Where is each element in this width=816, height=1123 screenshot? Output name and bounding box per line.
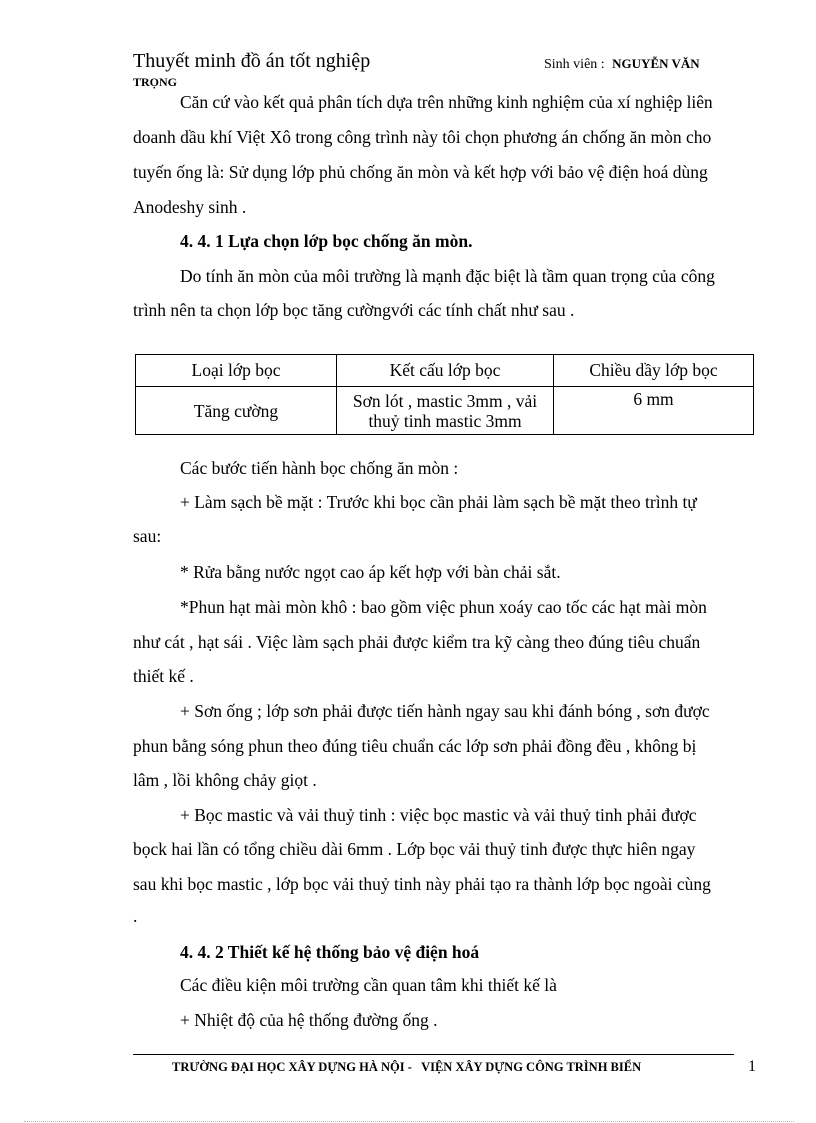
coating-thickness-cell: 6 mm — [554, 387, 754, 435]
mastic-line-1: + Bọc mastic và vải thuỷ tinh : việc bọc mastic và vải thuỷ tinh phải được — [180, 805, 697, 825]
table-header-cell: Kết cấu lớp bọc — [337, 355, 554, 387]
section-heading-4-4-2: 4. 4. 2 Thiết kế hệ thống bảo vệ điện hoá — [180, 942, 480, 962]
student-label: Sinh viên : — [544, 57, 605, 72]
intro-line-3: tuyến ống là: Sử dụng lớp phủ chống ăn mòn và kết hợp với bảo vệ điện hoá dùng — [133, 162, 708, 182]
intro-line-1: Căn cứ vào kết quả phân tích dựa trên những kinh nghiệm của xí nghiệp liên — [180, 92, 713, 112]
page-edge — [24, 1121, 794, 1122]
intro-line-2: doanh dầu khí Việt Xô trong công trình này tôi chọn phương án chống ăn mòn cho — [133, 127, 712, 147]
table-header-cell: Chiều dầy lớp bọc — [554, 355, 754, 387]
intro-line-4: Anodeshy sinh . — [133, 197, 247, 217]
clean-line-1: + Làm sạch bề mặt : Trước khi bọc cần phải làm sạch bề mặt theo trình tự — [180, 492, 697, 512]
structure-line-2: thuỷ tinh mastic 3mm — [368, 410, 522, 431]
steps-intro: Các bước tiến hành bọc chống ăn mòn : — [180, 458, 459, 478]
paint-line-3: lâm , lồi không chảy giọt . — [133, 770, 317, 790]
blast-line-3: thiết kế . — [133, 666, 194, 686]
section2-item-1: + Nhiệt độ của hệ thống đường ống . — [180, 1010, 438, 1030]
student-name-continued: TRỌNG — [133, 75, 178, 89]
blast-line-2: như cát , hạt sái . Việc làm sạch phải được kiểm tra kỹ càng theo đúng tiêu chuẩn — [133, 632, 701, 652]
document-title: Thuyết minh đồ án tốt nghiệp — [133, 50, 371, 72]
table-header-cell: Loại lớp bọc — [136, 355, 337, 387]
mastic-line-2: bọck hai lần có tổng chiều dài 6mm . Lớp bọc vải thuỷ tinh được thực hiên ngay — [133, 839, 696, 859]
paint-line-2: phun bằng sóng phun theo đúng tiêu chuẩn các lớp sơn phải đồng đều , không bị — [133, 736, 697, 756]
coating-type-cell: Tăng cường — [136, 387, 337, 435]
student-info — [544, 56, 700, 73]
clean-line-2: sau: — [133, 526, 162, 546]
paint-line-1: + Sơn ống ; lớp sơn phải được tiến hành ngay sau khi đánh bóng , sơn được — [180, 701, 710, 721]
section2-text: Các điều kiện môi trường cần quan tâm khi thiết kế là — [180, 975, 557, 995]
wash-step: * Rửa bằng nước ngọt cao áp kết hợp với bàn chải sắt. — [180, 562, 561, 582]
coating-structure-cell — [337, 387, 554, 435]
table-row — [136, 387, 754, 435]
section-heading-4-4-1: 4. 4. 1 Lựa chọn lớp bọc chống ăn mòn. — [180, 231, 473, 251]
section1-line-1: Do tính ăn mòn của môi trường là mạnh đặc biệt là tầm quan trọng của công — [180, 266, 715, 286]
coating-table — [135, 354, 754, 435]
section1-line-2: trình nên ta chọn lớp bọc tăng cườngvới các tính chất như sau . — [133, 300, 575, 320]
blast-line-1: *Phun hạt mài mòn khô : bao gồm việc phun xoáy cao tốc các hạt mài mòn — [180, 597, 707, 617]
page-number: 1 — [748, 1058, 756, 1075]
mastic-line-4: . — [133, 906, 138, 926]
table-header-row — [136, 355, 754, 387]
structure-line-1: Sơn lót , mastic 3mm , vải — [352, 390, 538, 411]
student-name: NGUYỄN VĂN — [612, 56, 700, 71]
mastic-line-3: sau khi bọc mastic , lớp bọc vải thuỷ tinh này phải tạo ra thành lớp bọc ngoài cùng — [133, 874, 711, 894]
footer-text: TRƯỜNG ĐẠI HỌC XÂY DỰNG HÀ NỘI - VIỆN XÂY DỰNG CÔNG TRÌNH BIỂN — [172, 1060, 642, 1074]
footer-divider — [133, 1054, 734, 1055]
